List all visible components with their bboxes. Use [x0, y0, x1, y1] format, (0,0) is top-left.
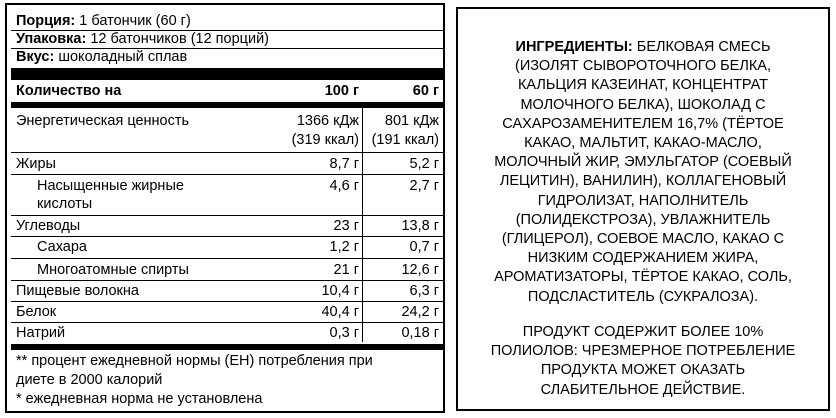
- ingredients-line: МОЛОЧНОГО БЕЛКА), ШОКОЛАД С: [520, 96, 766, 113]
- ingredients-title: ИНГРЕДИЕНТЫ:: [515, 39, 633, 55]
- col-100g-header: 100 г: [324, 83, 359, 99]
- row-divider: [11, 152, 443, 153]
- row-divider: [11, 301, 443, 302]
- fiber-100: 10,4 г: [321, 283, 359, 299]
- sugars-60: 0,7 г: [409, 239, 439, 255]
- energy-kcal-60: (191 ккал): [371, 132, 439, 148]
- sodium-100: 0,3 г: [329, 325, 359, 341]
- ingredients-line: (ПОЛИДЕКСТРОЗА), УВЛАЖНИТЕЛЬ: [515, 211, 771, 228]
- bottom-divider: [11, 344, 443, 350]
- ingredients-line: ГИДРОЛИЗАТ, НАПОЛНИТЕЛЬ: [537, 192, 749, 209]
- energy-kj-60: 801 кДж: [384, 113, 439, 129]
- ingredients-line: ИНГРЕДИЕНТЫ: БЕЛКОВАЯ СМЕСЬ: [515, 39, 771, 55]
- polyols-label: Многоатомные спирты: [37, 262, 189, 278]
- row-divider: [11, 258, 443, 259]
- satfat-60: 2,7 г: [409, 178, 439, 194]
- sodium-label: Натрий: [16, 325, 66, 341]
- ingredients-line: МОЛОЧНЫЙ ЖИР, ЭМУЛЬГАТОР (СОЕВЫЙ: [494, 154, 792, 171]
- satfat-label-cont: кислоты: [37, 196, 93, 212]
- footnote-line: * ежедневная норма не установлена: [16, 391, 263, 407]
- header-divider: [11, 30, 443, 31]
- ingredients-line: КАЛЬЦИЯ КАЗЕИНАТ, КОНЦЕНТРАТ: [517, 77, 769, 94]
- fiber-label: Пищевые волокна: [16, 283, 139, 299]
- polyols-60: 12,6 г: [401, 262, 439, 278]
- row-divider: [11, 215, 443, 216]
- carbs-60: 13,8 г: [401, 218, 439, 234]
- col-60g-header: 60 г: [412, 83, 439, 99]
- fat-label: Жиры: [16, 156, 56, 172]
- warning-line: СЛАБИТЕЛЬНОЕ ДЕЙСТВИЕ.: [540, 381, 746, 398]
- ingredients-panel: [456, 7, 830, 411]
- ingredients-line: КАКАО, МАЛЬТИТ, КАКАО-МАСЛО,: [524, 135, 762, 152]
- taste-line: [16, 49, 187, 66]
- laxative-warning: [478, 323, 808, 400]
- warning-line: ПРОДУКТА МОЖЕТ ОКАЗАТЬ: [540, 362, 746, 379]
- thick-divider: [11, 68, 443, 80]
- sodium-60: 0,18 г: [401, 325, 439, 341]
- fat-100: 8,7 г: [329, 156, 359, 172]
- row-divider: [11, 280, 443, 281]
- pack-line: [16, 31, 269, 48]
- ingredients-line: ПОДСЛАСТИТЕЛЬ (СУКРАЛОЗА).: [527, 288, 759, 305]
- footnote-line: диете в 2000 калорий: [16, 372, 163, 388]
- energy-label: Энергетическая ценность: [16, 113, 190, 129]
- ingredients-text: [478, 38, 808, 307]
- carbs-100: 23 г: [333, 218, 359, 234]
- energy-kcal-100: (319 ккал): [291, 132, 359, 148]
- portion-line: [16, 13, 191, 30]
- taste-value: шоколадный сплав: [58, 49, 188, 65]
- satfat-100: 4,6 г: [329, 178, 359, 194]
- medium-divider: [11, 102, 443, 108]
- satfat-label: Насыщенные жирные: [37, 178, 184, 194]
- ingredients-line: (ИЗОЛЯТ СЫВОРОТОЧНОГО БЕЛКА,: [514, 58, 771, 75]
- amount-per-label: Количество на: [16, 83, 122, 99]
- fat-60: 5,2 г: [409, 156, 439, 172]
- fiber-60: 6,3 г: [409, 283, 439, 299]
- portion-label: Порция:: [16, 13, 76, 29]
- ingredients-line: ЛЕЦИТИН), ВАНИЛИН), КОЛЛАГЕНОВЫЙ: [499, 173, 787, 190]
- pack-label: Упаковка:: [16, 31, 87, 47]
- footnote-daily-value: [16, 352, 441, 409]
- ingredients-line: НИЗКИМ СОДЕРЖАНИЕМ ЖИРА,: [527, 250, 759, 267]
- header-divider: [11, 48, 443, 49]
- row-divider: [11, 322, 443, 323]
- footnote-line: ** процент ежедневной нормы (ЕН) потребления при: [16, 353, 373, 369]
- ingredients-line: (ГЛИЦЕРОЛ), СОЕВОЕ МАСЛО, КАКАО С: [501, 231, 785, 248]
- sugars-label: Сахара: [37, 239, 87, 255]
- protein-100: 40,4 г: [321, 304, 359, 320]
- protein-label: Белок: [16, 304, 57, 320]
- row-divider: [11, 236, 443, 237]
- row-divider: [11, 174, 443, 175]
- taste-label: Вкус:: [16, 49, 55, 65]
- ingredients-line: САХАРОЗАМЕНИТЕЛЕМ 16,7% (ТЁРТОЕ: [502, 115, 784, 132]
- sugars-100: 1,2 г: [329, 239, 359, 255]
- protein-60: 24,2 г: [401, 304, 439, 320]
- warning-line: ПРОДУКТ СОДЕРЖИТ БОЛЕЕ 10%: [522, 324, 764, 340]
- warning-line: ПОЛИОЛОВ: ЧРЕЗМЕРНОЕ ПОТРЕБЛЕНИЕ: [490, 343, 796, 360]
- polyols-100: 21 г: [333, 262, 359, 278]
- nutrition-facts-panel: [5, 3, 445, 413]
- carbs-label: Углеводы: [16, 218, 81, 234]
- portion-value: 1 батончик (60 г): [79, 13, 191, 29]
- pack-value: 12 батончиков (12 порций): [90, 31, 269, 47]
- column-divider: [362, 108, 363, 342]
- ingredients-line: АРОМАТИЗАТОРЫ, ТЁРТОЕ КАКАО, СОЛЬ,: [494, 269, 792, 286]
- energy-kj-100: 1366 кДж: [296, 113, 359, 129]
